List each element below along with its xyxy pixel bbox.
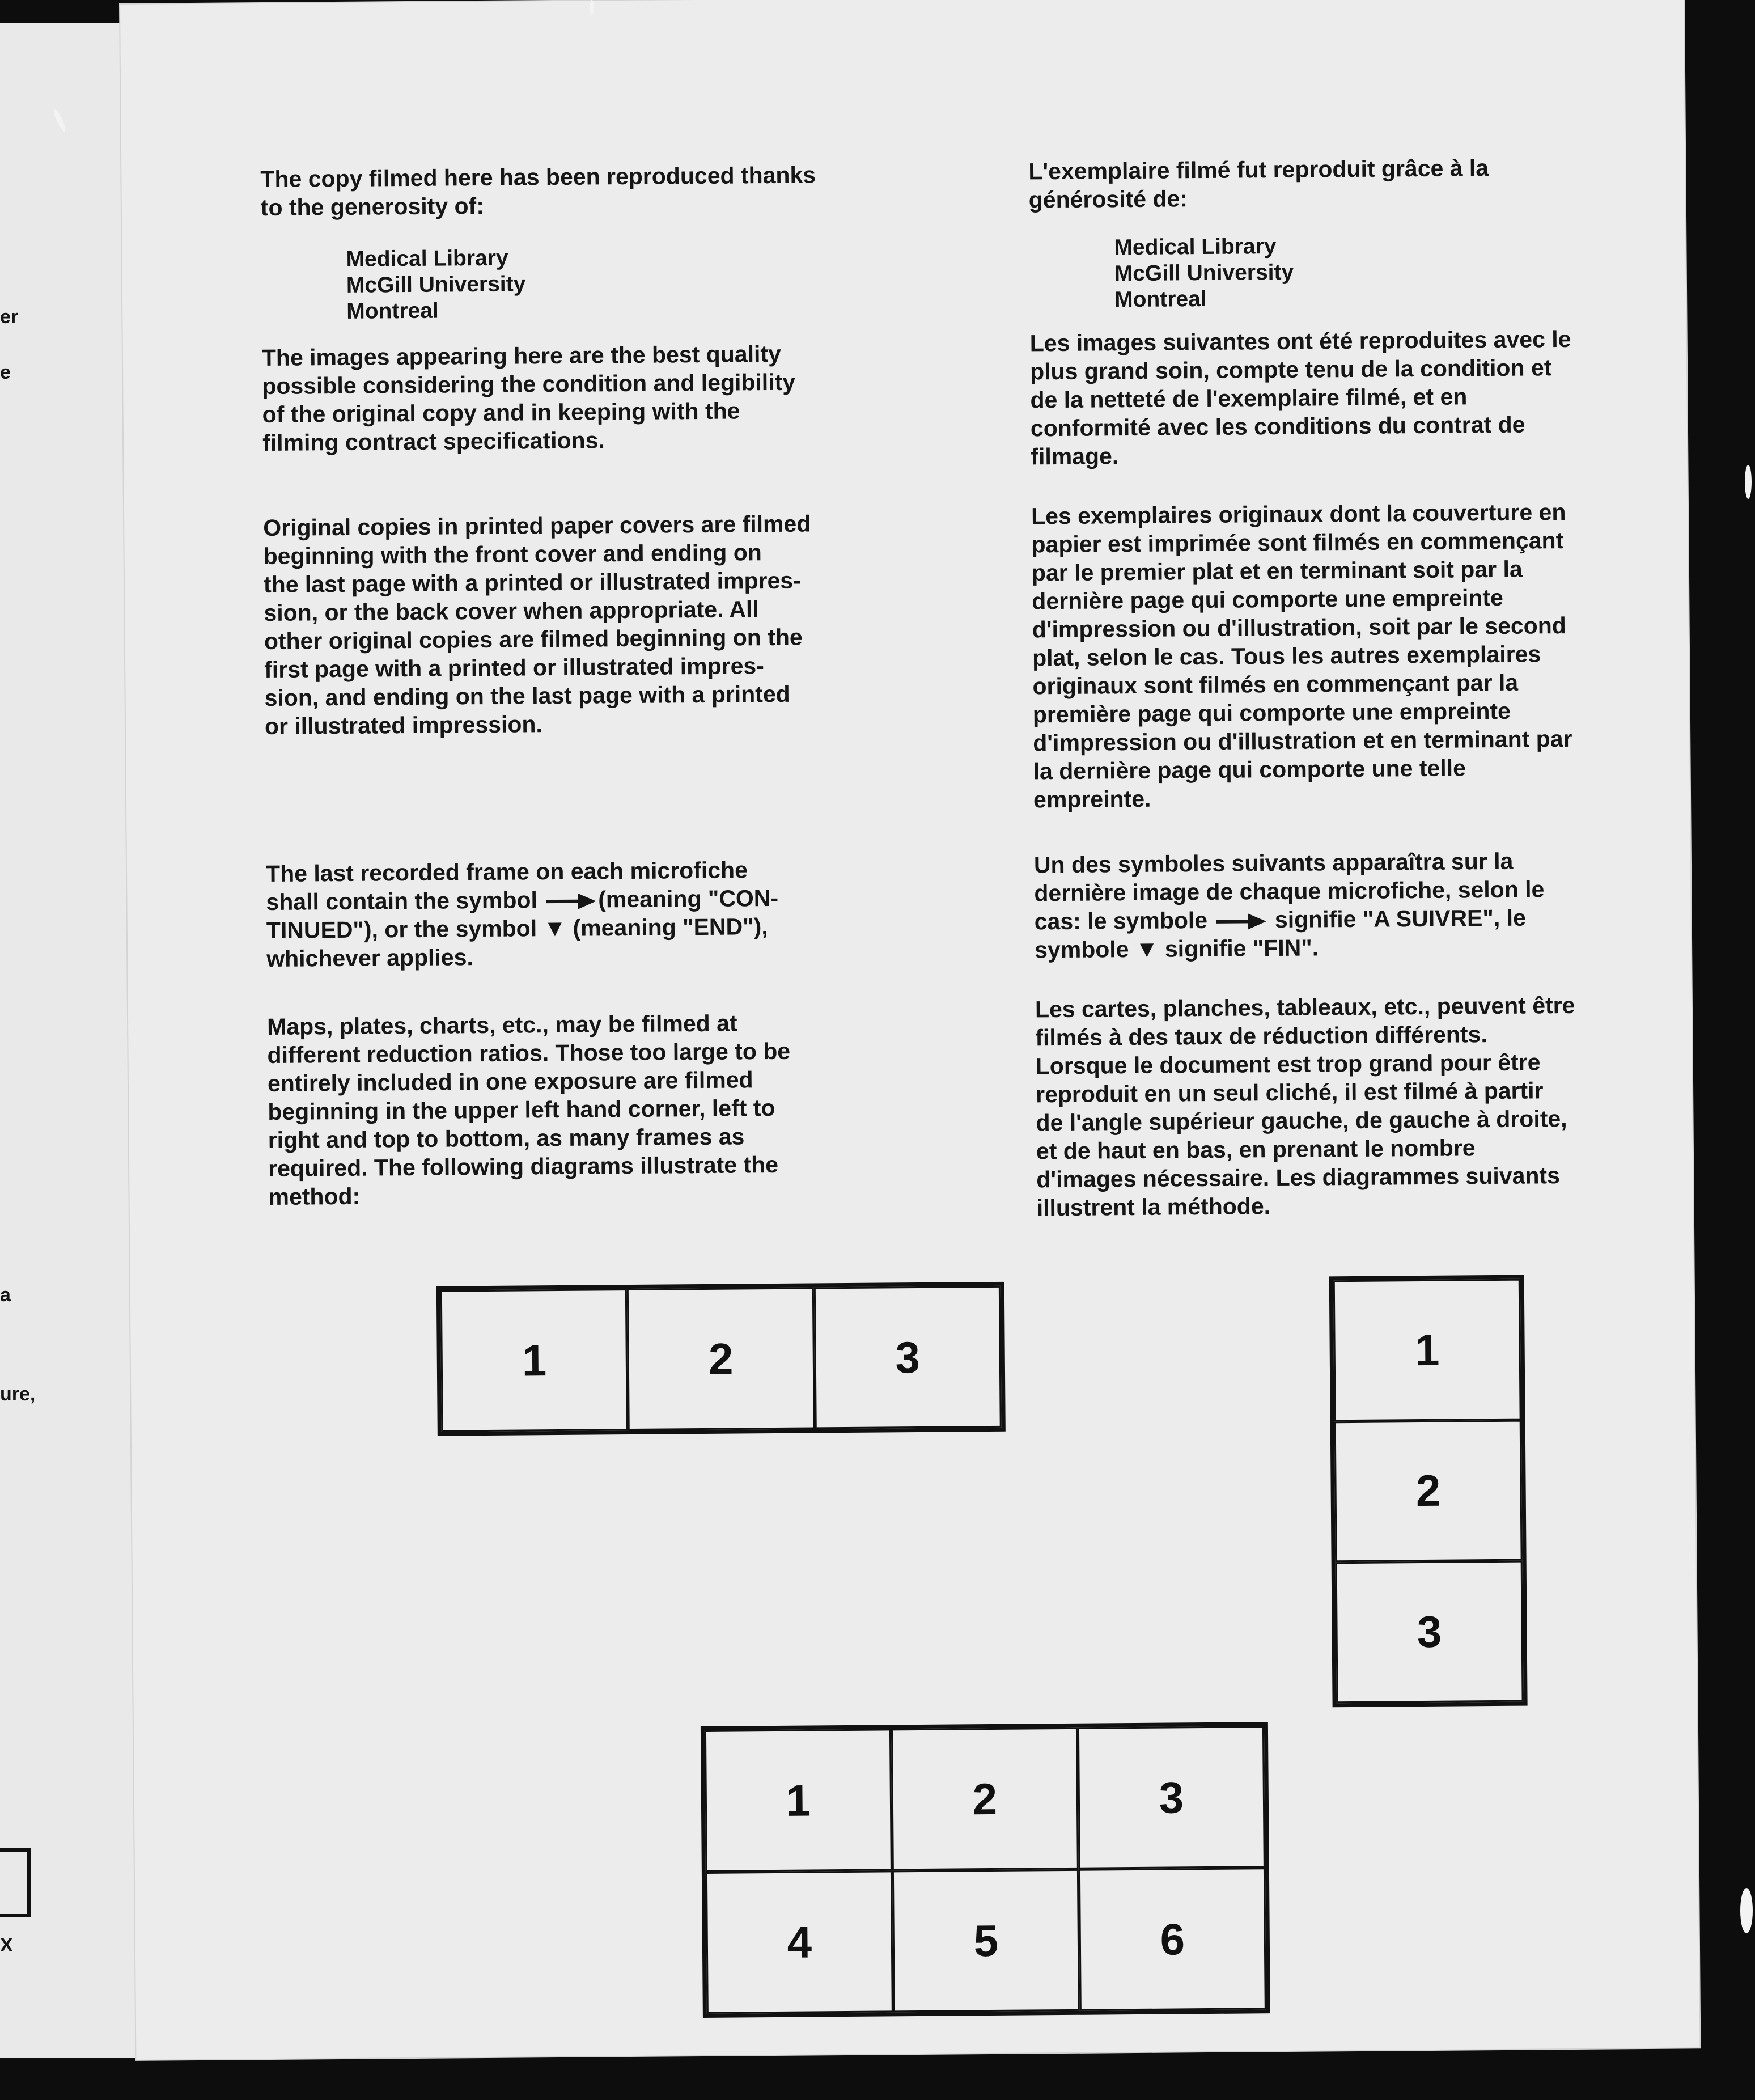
university-name: McGill University xyxy=(346,272,526,298)
french-quality-paragraph xyxy=(1030,324,1683,471)
french-quality-text: Les images suivantes ont été reproduites avec le plus grand soin, compte tenu de la condition et de la netteté de l'exemplaire filmé, et en conformité avec les conditions du contrat de filmage. xyxy=(1029,325,1571,470)
left-fragment: ure, xyxy=(0,1383,36,1405)
text-span: (meaning "CON- xyxy=(598,884,779,913)
french-symbols-paragraph xyxy=(1034,845,1687,964)
english-frame-line: The last recorded frame on each microfiche xyxy=(265,857,748,887)
text-span: shall contain the symbol xyxy=(266,887,538,916)
french-covers-text: Les exemplaires originaux dont la couverture en papier est imprimée sont filmés en commençant par le premier plat et en terminant soit par la dernière page qui comporte une empreinte d'impression ou d'illustration, soit par le second plat, selon le cas. Tous les autres exemplaires originaux sont filmés en commençant par la première page qui comporte une empreinte d'impression ou d'illustration et en terminant par la dernière page qui comporte une telle empreinte. xyxy=(1031,498,1572,813)
english-quality-text: The images appearing here are the best quality possible considering the condition and legibility of the original copy and in keeping with the filming contract specifications. xyxy=(261,340,796,456)
scan-speck xyxy=(1745,465,1752,499)
english-maps-text: Maps, plates, charts, etc., may be filmed at different reduction ratios. Those too large to be entirely included in one exposure are filmed beginning in the upper left hand corner, left to right and top to bottom, as many frames as required. The following diagrams illustrate the method: xyxy=(266,1010,791,1210)
french-library-block xyxy=(1029,230,1681,314)
city-name: Montreal xyxy=(346,298,439,324)
horizontal-frames-diagram xyxy=(436,1282,1006,1436)
library-name: Medical Library xyxy=(1114,234,1277,260)
english-symbols-paragraph xyxy=(266,854,908,973)
grid-frames-diagram xyxy=(701,1722,1270,2018)
french-maps-paragraph xyxy=(1035,990,1689,1222)
left-fragment: er xyxy=(0,306,19,328)
french-maps-text: Les cartes, planches, tableaux, etc., peuvent être filmés à des taux de réduction différents. Lorsque le document est trop grand pour être reproduit en un seul cliché, il est filmé à partir de l'angle supérieur gauche, de gauche à droite, et de haut en bas, en prenant le nombre d'images nécessaire. Les diagrammes suivants illustrent la méthode. xyxy=(1035,992,1575,1221)
end-triangle-icon: ▼ xyxy=(1135,935,1159,962)
english-covers-paragraph xyxy=(263,509,905,740)
french-thanks-text: L'exemplaire filmé fut reproduit grâce à la générosité de: xyxy=(1028,155,1489,213)
vertical-frames-diagram xyxy=(1329,1275,1528,1708)
frame-cell: 3 xyxy=(1336,1561,1524,1703)
english-thanks-text: The copy filmed here has been reproduced thanks to the generosity of: xyxy=(260,162,816,221)
frame-cell: 2 xyxy=(627,1287,815,1430)
french-intro xyxy=(1028,152,1681,214)
french-frame-line: Un des symboles suivants apparaîtra sur la xyxy=(1033,848,1514,878)
french-covers-paragraph xyxy=(1031,497,1685,814)
english-covers-text: Original copies in printed paper covers are filmed beginning with the front cover and ending on the last page with a printed or illustrated impres- sion, or the back cover when appropriate. All other original copies are filmed beginning on the first page with a printed or illustrated impres- sion, and ending on the last page with a printed or illustrated impression. xyxy=(263,510,811,740)
text-span: signifie "FIN". xyxy=(1164,934,1319,962)
university-name: McGill University xyxy=(1114,260,1294,286)
frame-cell: 1 xyxy=(440,1289,628,1432)
english-intro xyxy=(260,160,901,222)
left-fragment: X xyxy=(0,1934,13,1956)
frame-cell: 5 xyxy=(892,1869,1080,2013)
continued-arrow-icon xyxy=(546,896,596,908)
scan-speck xyxy=(1740,1888,1753,1933)
end-triangle-icon: ▼ xyxy=(543,914,567,942)
text-span: cas: le symbole xyxy=(1034,907,1208,935)
frame-cell: 3 xyxy=(1078,1726,1265,1869)
english-frame-line xyxy=(266,883,906,916)
text-span: (meaning "END"), xyxy=(573,913,768,941)
text-span: TINUED"), or the symbol xyxy=(266,915,537,944)
frame-cell: 2 xyxy=(1334,1420,1523,1562)
page-sheet xyxy=(120,0,1699,2060)
english-frame-line xyxy=(266,911,907,945)
french-frame-line xyxy=(1035,902,1686,935)
english-maps-paragraph xyxy=(267,1007,909,1211)
library-name: Medical Library xyxy=(346,245,508,272)
text-span: signifie "A SUIVRE", le xyxy=(1274,904,1527,933)
continued-arrow-icon xyxy=(1216,916,1266,928)
left-box-fragment xyxy=(0,1848,31,1917)
scan-speck xyxy=(590,0,594,15)
left-fragment: e xyxy=(0,362,11,383)
frame-cell: 3 xyxy=(813,1286,1001,1429)
english-frame-line: whichever applies. xyxy=(266,944,474,972)
french-frame-line: dernière image de chaque microfiche, selon le xyxy=(1034,876,1545,907)
frame-cell: 6 xyxy=(1079,1868,1266,2011)
english-library-block xyxy=(261,242,902,325)
frame-cell: 1 xyxy=(705,1729,892,1872)
frame-cell: 4 xyxy=(706,1870,893,2014)
text-span: symbole xyxy=(1034,936,1129,963)
english-quality-paragraph xyxy=(262,338,904,457)
city-name: Montreal xyxy=(1114,286,1207,312)
left-fragment: a xyxy=(0,1284,11,1306)
frame-cell: 1 xyxy=(1333,1279,1521,1421)
french-frame-line xyxy=(1035,930,1686,964)
frame-cell: 2 xyxy=(891,1728,1079,1871)
